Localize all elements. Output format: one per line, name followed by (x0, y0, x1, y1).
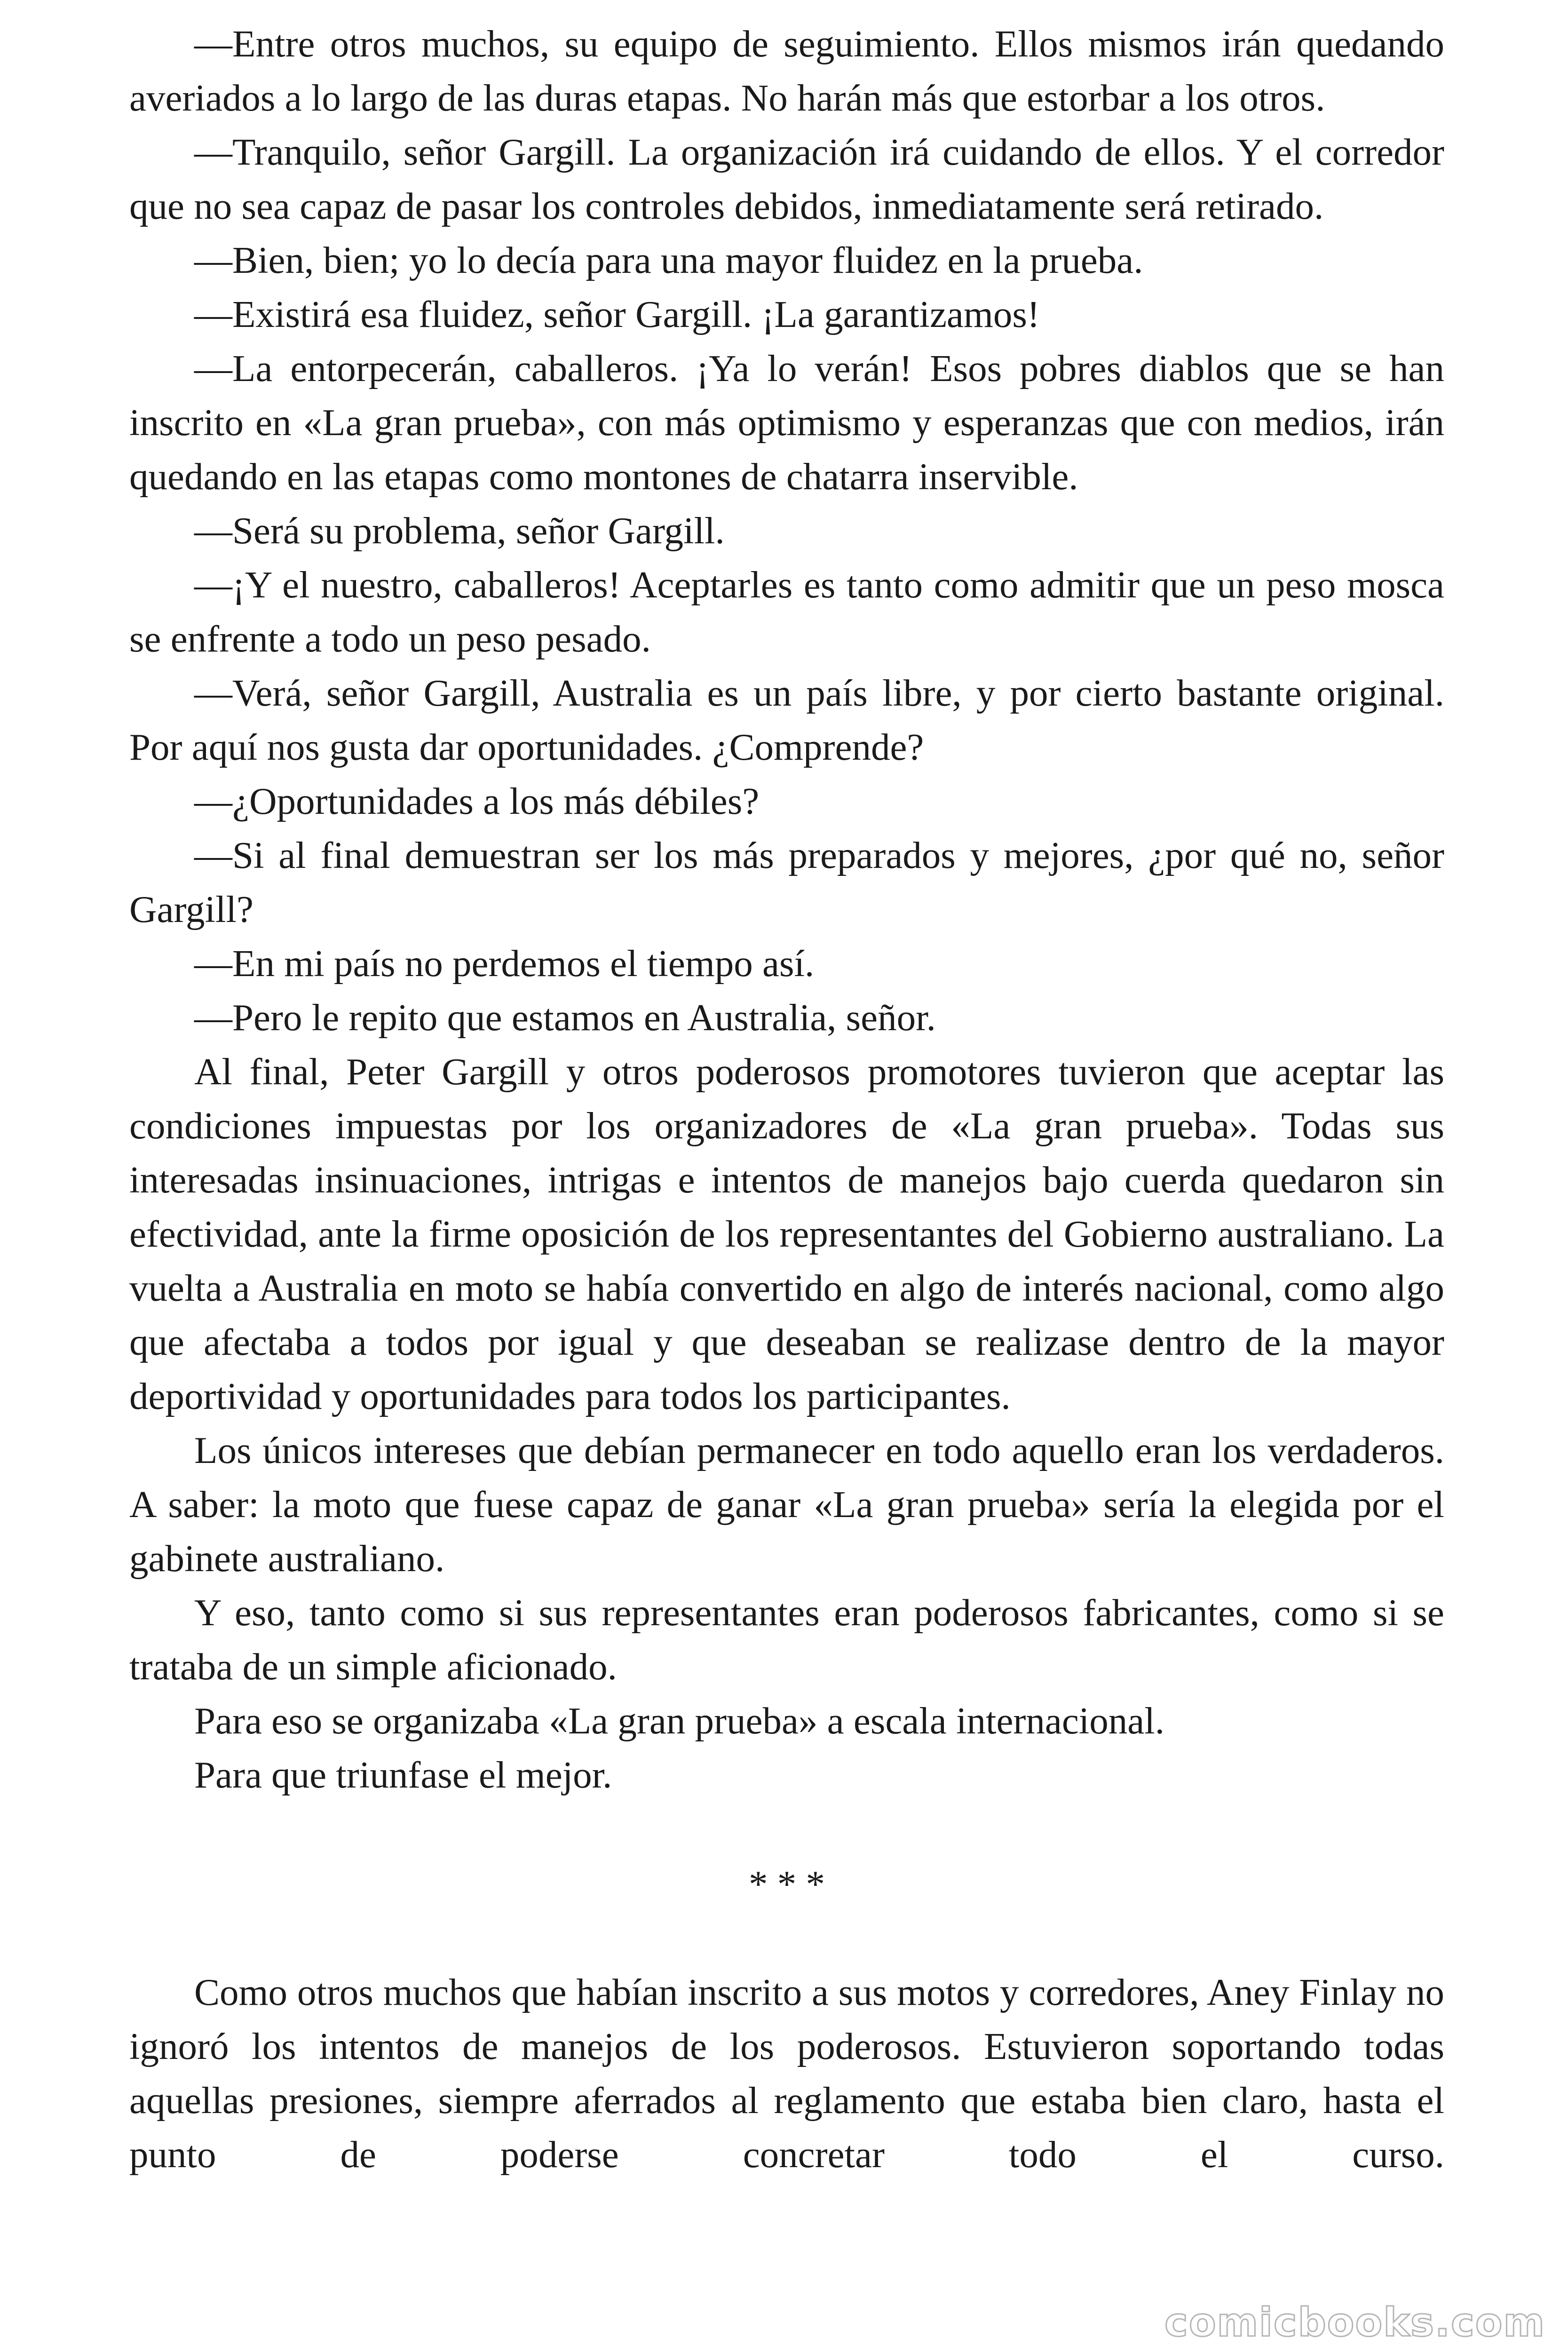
paragraph: Al final, Peter Gargill y otros poderosos promotores tuvieron que aceptar las condiciones impuestas por los organizadores de «La gran prueba». Todas sus interesadas insinuaciones, intrigas e intentos de manejos bajo cuerda quedaron sin efectividad, ante la firme oposición de los representantes del Gobierno australiano. La vuelta a Australia en moto se había convertido en algo de interés nacional, como algo que afectaba a todos por igual y que deseaban se realizase dentro de la mayor deportividad y oportunidades para todos los participantes. (129, 1050, 1444, 1417)
paragraph: —La entorpecerán, caballeros. ¡Ya lo verán! Esos pobres diablos que se han inscrito en «La gran prueba», con más optimismo y esperanzas que con medios, irán quedando en las etapas como montones de chatarra inservible. (129, 347, 1444, 498)
book-page (129, 17, 1444, 2182)
paragraph: Para que triunfase el mejor. (194, 1754, 612, 1796)
paragraph: —Tranquilo, señor Gargill. La organización irá cuidando de ellos. Y el corredor que no sea capaz de pasar los controles debidos, inmediatamente será retirado. (129, 131, 1444, 227)
paragraph: —Pero le repito que estamos en Australia, señor. (194, 996, 936, 1039)
paragraph: —En mi país no perdemos el tiempo así. (194, 942, 815, 985)
watermark: comicbooks.com (1164, 2299, 1545, 2345)
paragraph: —Bien, bien; yo lo decía para una mayor fluidez en la prueba. (194, 239, 1143, 281)
paragraph: —Entre otros muchos, su equipo de seguimiento. Ellos mismos irán quedando averiados a lo largo de las duras etapas. No harán más que estorbar a los otros. (129, 23, 1444, 119)
paragraph: Para eso se organizaba «La gran prueba» a escala internacional. (194, 1700, 1165, 1742)
paragraph: —Será su problema, señor Gargill. (194, 509, 725, 552)
paragraph: Y eso, tanto como si sus representantes eran poderosos fabricantes, como si se trataba de un simple aficionado. (129, 1591, 1444, 1688)
paragraph: —¡Y el nuestro, caballeros! Aceptarles es tanto como admitir que un peso mosca se enfrente a todo un peso pesado. (129, 564, 1444, 660)
section-break: * * * (749, 1863, 825, 1905)
paragraph: —Verá, señor Gargill, Australia es un país libre, y por cierto bastante original. Por aquí nos gusta dar oportunidades. ¿Comprende? (129, 672, 1444, 768)
paragraph: —Existirá esa fluidez, señor Gargill. ¡La garantizamos! (194, 293, 1040, 335)
paragraph: Los únicos intereses que debían permanecer en todo aquello eran los verdaderos. A saber: la moto que fuese capaz de ganar «La gran prueba» sería la elegida por el gabinete australiano. (129, 1429, 1444, 1580)
paragraph: —Si al final demuestran ser los más preparados y mejores, ¿por qué no, señor Gargill? (129, 834, 1444, 930)
closing-paragraph: Como otros muchos que habían inscrito a sus motos y corredores, Aney Finlay no ignoró los intentos de manejos de los poderosos. Estuvieron soportando todas aquellas presiones, siempre aferrados al reglamento que estaba bien claro, hasta el punto de poderse concretar todo el curso. (129, 1971, 1444, 2176)
paragraph: —¿Oportunidades a los más débiles? (194, 780, 760, 822)
